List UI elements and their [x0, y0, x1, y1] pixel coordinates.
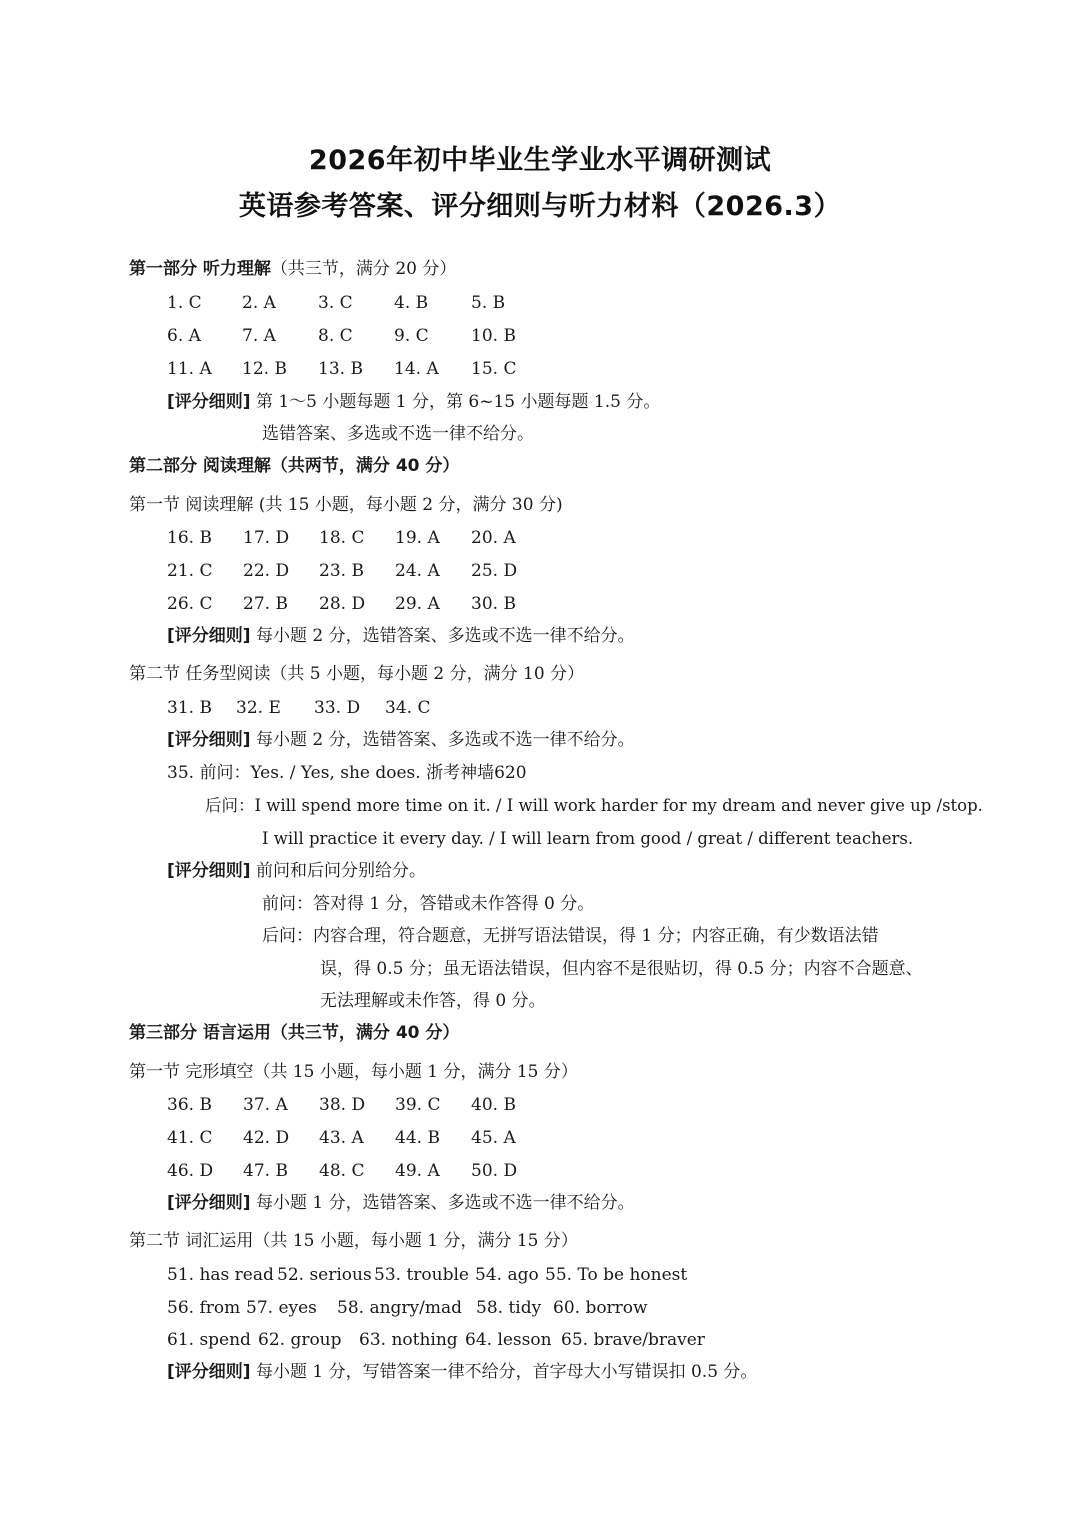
part2-heading: 第二部分 阅读理解（共两节，满分 40 分） [129, 456, 460, 476]
answer-item: 43. A [319, 1128, 364, 1148]
answer-item: 45. A [471, 1128, 516, 1148]
part2-section2-title: 第二节 任务型阅读（共 5 小题，每小题 2 分，满分 10 分） [129, 664, 585, 684]
answer-item: 3. C [318, 293, 353, 313]
part1-heading-note: （共三节，满分 20 分） [270, 259, 457, 279]
answer-item: 55. To be honest [545, 1265, 688, 1285]
answer-item: 48. C [319, 1161, 365, 1181]
q35-scoring-rule-back-3: 无法理解或未作答，得 0 分。 [320, 991, 546, 1011]
answer-item: 37. A [243, 1095, 288, 1115]
scoring-rule-tag: [评分细则] [167, 1193, 251, 1213]
scoring-rule-text: 每小题 2 分，选错答案、多选或不选一律不给分。 [255, 626, 635, 646]
answer-item: 32. E [236, 698, 281, 718]
answer-item: 21. C [167, 561, 213, 581]
scoring-rule-text: 每小题 1 分，写错答案一律不给分，首字母大小写错误扣 0.5 分。 [255, 1362, 758, 1382]
answer-item: 13. B [318, 359, 363, 379]
answer-item: 44. B [395, 1128, 440, 1148]
part2-section2-scoring-rule [167, 729, 635, 751]
answer-item: 63. nothing [359, 1330, 458, 1350]
answer-item: 65. brave/braver [561, 1330, 705, 1350]
answer-item: 57. eyes [246, 1298, 317, 1318]
answer-item: 49. A [395, 1161, 440, 1181]
q35-front-answer: 35. 前问：Yes. / Yes, she does. 浙考神墙620 [167, 763, 527, 783]
answer-item: 51. has read [167, 1265, 274, 1285]
part3-heading: 第三部分 语言运用（共三节，满分 40 分） [129, 1023, 460, 1043]
answer-item: 12. B [242, 359, 287, 379]
scoring-rule-text: 前问和后问分别给分。 [255, 861, 426, 881]
answer-item: 53. trouble [374, 1265, 469, 1285]
answer-item: 2. A [242, 293, 276, 313]
part3-section2-scoring-rule [167, 1361, 757, 1383]
answer-item: 40. B [471, 1095, 516, 1115]
answer-item: 25. D [471, 561, 518, 581]
answer-item: 10. B [471, 326, 516, 346]
scoring-rule-tag: [评分细则] [167, 626, 251, 646]
q35-back-answer-2: I will practice it every day. / I will learn from good / great / different teachers. [262, 829, 914, 848]
answer-item: 33. D [314, 698, 361, 718]
answer-item: 46. D [167, 1161, 214, 1181]
answer-item: 15. C [471, 359, 517, 379]
scoring-rule-text: 每小题 1 分，选错答案、多选或不选一律不给分。 [255, 1193, 635, 1213]
scoring-rule-tag: [评分细则] [167, 1362, 251, 1382]
answer-item: 56. from [167, 1298, 241, 1318]
answer-item: 52. serious [277, 1265, 372, 1285]
part3-section2-title: 第二节 词汇运用（共 15 小题，每小题 1 分，满分 15 分） [129, 1231, 578, 1251]
answer-item: 27. B [243, 594, 288, 614]
answer-item: 58. angry/mad [337, 1298, 463, 1318]
answer-item: 30. B [471, 594, 516, 614]
answer-item: 22. D [243, 561, 290, 581]
answer-item: 38. D [319, 1095, 366, 1115]
answer-item: 47. B [243, 1161, 288, 1181]
part2-section1-title: 第一节 阅读理解 (共 15 小题，每小题 2 分，满分 30 分) [129, 495, 563, 515]
answer-item: 28. D [319, 594, 366, 614]
answer-item: 16. B [167, 528, 212, 548]
part3-section1-scoring-rule [167, 1192, 635, 1214]
answer-item: 62. group [258, 1330, 342, 1350]
answer-item: 50. D [471, 1161, 518, 1181]
q35-back-answer-1: 后问：I will spend more time on it. / I will work harder for my dream and never give up /stop. [205, 796, 983, 815]
scoring-rule-tag: [评分细则] [167, 861, 251, 881]
answer-item: 1. C [167, 293, 202, 313]
part3-section1-title: 第一节 完形填空（共 15 小题，每小题 1 分，满分 15 分） [129, 1062, 578, 1082]
answer-item: 39. C [395, 1095, 441, 1115]
answer-item: 61. spend [167, 1330, 251, 1350]
answer-item: 42. D [243, 1128, 290, 1148]
scoring-rule-tag: [评分细则] [167, 730, 251, 750]
part1-scoring-rule [167, 391, 660, 413]
document-title-line2: 英语参考答案、评分细则与听力材料（2026.3） [238, 191, 842, 222]
part1-heading [129, 258, 456, 280]
answer-item: 18. C [319, 528, 365, 548]
answer-item: 31. B [167, 698, 212, 718]
answer-item: 11. A [167, 359, 212, 379]
answer-item: 17. D [243, 528, 290, 548]
q35-scoring-rule [167, 860, 426, 882]
document-title-line1: 2026年初中毕业生学业水平调研测试 [308, 145, 772, 176]
scoring-rule-text: 第 1～5 小题每题 1 分，第 6~15 小题每题 1.5 分。 [255, 392, 661, 412]
answer-item: 8. C [318, 326, 353, 346]
answer-item: 19. A [395, 528, 440, 548]
answer-item: 54. ago [475, 1265, 539, 1285]
scoring-rule-text: 每小题 2 分，选错答案、多选或不选一律不给分。 [255, 730, 635, 750]
answer-item: 14. A [394, 359, 439, 379]
answer-item: 58. tidy [476, 1298, 542, 1318]
q35-scoring-rule-back-2: 误，得 0.5 分；虽无语法错误，但内容不是很贴切，得 0.5 分；内容不合题意、 [320, 959, 923, 979]
answer-item: 29. A [395, 594, 440, 614]
answer-item: 9. C [394, 326, 429, 346]
q35-scoring-rule-back-1: 后问：内容合理，符合题意，无拼写语法错误，得 1 分；内容正确，有少数语法错 [262, 926, 879, 946]
answer-item: 64. lesson [465, 1330, 552, 1350]
answer-item: 60. borrow [553, 1298, 648, 1318]
answer-item: 7. A [242, 326, 276, 346]
answer-item: 4. B [394, 293, 429, 313]
answer-item: 41. C [167, 1128, 213, 1148]
part1-scoring-rule-2: 选错答案、多选或不选一律不给分。 [262, 424, 534, 444]
answer-item: 36. B [167, 1095, 212, 1115]
scoring-rule-tag: [评分细则] [167, 392, 251, 412]
answer-item: 23. B [319, 561, 364, 581]
answer-item: 34. C [385, 698, 431, 718]
answer-item: 26. C [167, 594, 213, 614]
answer-item: 6. A [167, 326, 201, 346]
part2-section1-scoring-rule [167, 625, 635, 647]
part1-heading-text: 第一部分 听力理解 [129, 259, 271, 279]
answer-item: 5. B [471, 293, 506, 313]
answer-item: 24. A [395, 561, 440, 581]
answer-item: 20. A [471, 528, 516, 548]
q35-scoring-rule-front: 前问：答对得 1 分，答错或未作答得 0 分。 [262, 894, 595, 914]
